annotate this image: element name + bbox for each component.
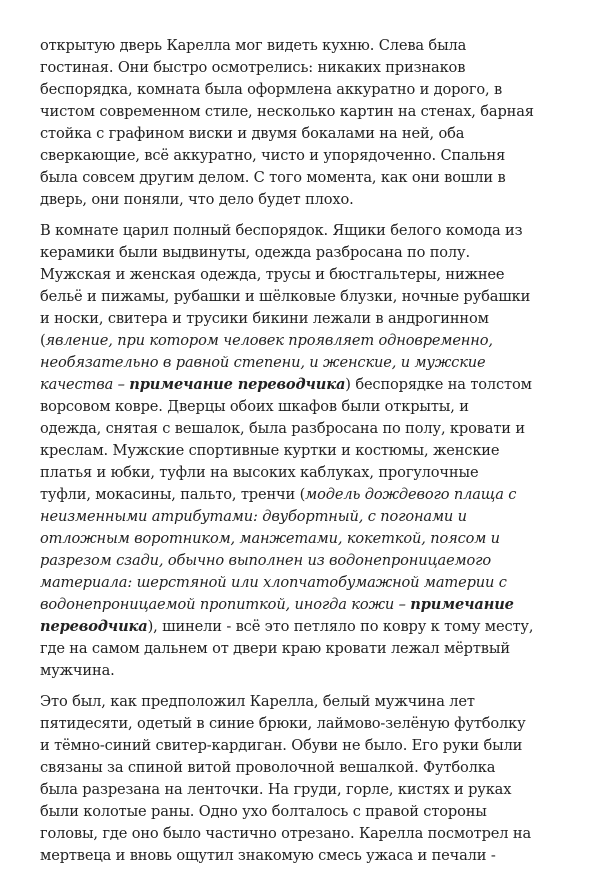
text-line bbox=[40, 330, 570, 352]
text-run: гостиная. Они быстро осмотрелись: никаких признаков bbox=[40, 59, 466, 76]
text-run: и носки, свитера и трусики бикини лежали в андрогинном bbox=[40, 310, 489, 327]
text-run: открытую дверь Карелла мог видеть кухню. Слева была bbox=[40, 37, 467, 54]
text-line bbox=[40, 550, 570, 572]
text-line bbox=[40, 691, 570, 713]
text-line bbox=[40, 57, 570, 79]
text-run: сверкающие, всё аккуратно, чисто и упорядоченно. Спальня bbox=[40, 147, 506, 164]
text-run: пятидесяти, одетый в синие брюки, лаймово-зелёную футболку bbox=[40, 715, 526, 732]
text-line bbox=[40, 638, 570, 660]
translator-note: примечание переводчика bbox=[129, 376, 346, 393]
text-run: одежда, снятая с вешалок, была разбросана по полу, кровати и bbox=[40, 420, 525, 437]
text-run: была совсем другим делом. С того момента, как они вошли в bbox=[40, 169, 506, 186]
translator-note: переводчика bbox=[40, 618, 148, 635]
text-run: бельё и пижамы, рубашки и шёлковые блузки, ночные рубашки bbox=[40, 288, 531, 305]
italic-text: разрезом сзади, обычно выполнен из водонепроницаемого bbox=[40, 552, 491, 569]
text-line bbox=[40, 845, 570, 867]
italic-text: водонепроницаемой пропиткой, иногда кожи – bbox=[40, 596, 411, 613]
text-run: чистом современном стиле, несколько картин на стенах, барная bbox=[40, 103, 534, 120]
text-run: головы, где оно было частично отрезано. Карелла посмотрел на bbox=[40, 825, 532, 842]
text-line bbox=[40, 660, 570, 682]
text-line bbox=[40, 35, 570, 57]
text-line bbox=[40, 735, 570, 757]
text-run: мертвеца и вновь ощутил знакомую смесь ужаса и печали - bbox=[40, 847, 496, 864]
paragraph bbox=[40, 35, 570, 211]
text-line bbox=[40, 352, 570, 374]
text-line bbox=[40, 374, 570, 396]
text-line bbox=[40, 264, 570, 286]
text-run: туфли, мокасины, пальто, тренчи ( bbox=[40, 486, 306, 503]
text-run: были колотые раны. Одно ухо болталось с правой стороны bbox=[40, 803, 487, 820]
text-line bbox=[40, 757, 570, 779]
text-line bbox=[40, 101, 570, 123]
text-line bbox=[40, 484, 570, 506]
text-line bbox=[40, 528, 570, 550]
text-line bbox=[40, 779, 570, 801]
text-line bbox=[40, 123, 570, 145]
text-run: Это был, как предположил Карелла, белый мужчина лет bbox=[40, 693, 475, 710]
text-run: мужчина. bbox=[40, 662, 115, 679]
text-run: стойка с графином виски и двумя бокалами на ней, оба bbox=[40, 125, 465, 142]
text-run: Мужская и женская одежда, трусы и бюстгальтеры, нижнее bbox=[40, 266, 505, 283]
paragraph bbox=[40, 220, 570, 682]
text-line bbox=[40, 801, 570, 823]
text-run: ), шинели - всё это петляло по ковру к тому месту, bbox=[147, 618, 534, 635]
text-line bbox=[40, 572, 570, 594]
text-line bbox=[40, 616, 570, 638]
text-line bbox=[40, 462, 570, 484]
text-line bbox=[40, 220, 570, 242]
text-line bbox=[40, 308, 570, 330]
translator-note: примечание bbox=[410, 596, 514, 613]
text-run: была разрезана на ленточки. На груди, горле, кистях и руках bbox=[40, 781, 512, 798]
text-run: креслам. Мужские спортивные куртки и костюмы, женские bbox=[40, 442, 500, 459]
text-run: керамики были выдвинуты, одежда разбросана по полу. bbox=[40, 244, 470, 261]
text-run: связаны за спиной витой проволочной вешалкой. Футболка bbox=[40, 759, 496, 776]
text-line bbox=[40, 189, 570, 211]
italic-text: явление, при котором человек проявляет одновременно, bbox=[45, 332, 493, 349]
text-line bbox=[40, 167, 570, 189]
italic-text: модель дождевого плаща с bbox=[305, 486, 517, 503]
text-line bbox=[40, 594, 570, 616]
text-line bbox=[40, 713, 570, 735]
text-run: беспорядка, комната была оформлена аккуратно и дорого, в bbox=[40, 81, 503, 98]
italic-text: необязательно в равной степени, и женские, и мужские bbox=[40, 354, 486, 371]
text-line bbox=[40, 145, 570, 167]
text-run: дверь, они поняли, что дело будет плохо. bbox=[40, 191, 354, 208]
document-page bbox=[40, 35, 570, 876]
text-run: ворсовом ковре. Дверцы обоих шкафов были открыты, и bbox=[40, 398, 469, 415]
text-line bbox=[40, 506, 570, 528]
italic-text: качества – bbox=[40, 376, 130, 393]
text-line bbox=[40, 418, 570, 440]
text-line bbox=[40, 242, 570, 264]
text-line bbox=[40, 79, 570, 101]
text-run: ( bbox=[40, 332, 46, 349]
text-run: ) беспорядке на толстом bbox=[345, 376, 532, 393]
text-run: и тёмно-синий свитер-кардиган. Обуви не было. Его руки были bbox=[40, 737, 523, 754]
text-run: В комнате царил полный беспорядок. Ящики белого комода из bbox=[40, 222, 523, 239]
text-line bbox=[40, 286, 570, 308]
italic-text: материала: шерстяной или хлопчатобумажной материи с bbox=[40, 574, 507, 591]
italic-text: неизменными атрибутами: двубортный, с погонами и bbox=[40, 508, 467, 525]
text-line bbox=[40, 823, 570, 845]
text-line bbox=[40, 396, 570, 418]
text-run: платья и юбки, туфли на высоких каблуках, прогулочные bbox=[40, 464, 479, 481]
paragraph bbox=[40, 691, 570, 867]
text-line bbox=[40, 440, 570, 462]
text-run: где на самом дальнем от двери краю кровати лежал мёртвый bbox=[40, 640, 510, 657]
italic-text: отложным воротником, манжетами, кокеткой, поясом и bbox=[40, 530, 500, 547]
